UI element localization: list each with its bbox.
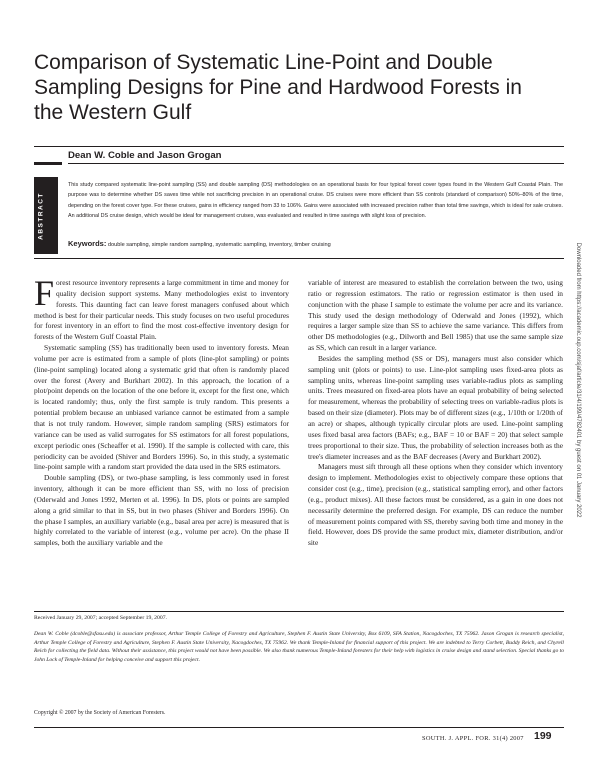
keywords-label: Keywords: <box>68 239 107 248</box>
copyright: Copyright © 2007 by the Society of American Foresters. <box>34 710 166 716</box>
paragraph: Besides the sampling method (SS or DS), managers must also consider which sampling unit (plots or points) to use. Line-plot sampling uses fixed-area plots as sampling units, whereas line-point sampling uses variable-radius plots as sampling units. Trees measured on fixed-area plots have an equal probability of being selected for measurement, whereas the probability of selecting trees on variable-radius plots is based on their size (diameter). Plots may be of different sizes (e.g., 1/10th or 1/20th of an acre) or shapes, although typically circular plots are used. Line-point sampling uses fixed basal area factors (BAFs; e.g., BAF = 10 or BAF = 20) that select sample trees proportional to their size. Thus, the probability of selection increases both as the tree's diameter increases and as the BAF decreases (Avery and Burkhart 2002). <box>308 353 563 461</box>
abstract-text: This study compared systematic line-point sampling (SS) and double sampling (DS) methodologies on an operational basis for four typical forest cover types found in the Western Gulf Coastal Plain. The purpose was to determine whether DS saves time while not sacrificing precision in an operational cruise. DS cruises were more efficient than SS controls (standard of comparison) 50%–80% of the time, depending on the forest cover type. For these cruises, gains in efficiency ranged from 33 to 106%. Gains were associated with increased precision rather than total time savings, which is ideal for sale cruises. An additional DS cruise design, which would be ideal for management cruises, was evaluated and resulted in time savings with slight loss of precision. <box>68 182 563 220</box>
paragraph: Systematic sampling (SS) has traditionally been used to inventory forests. Mean volume per acre is estimated from a sample of plots (line-plot sampling) or points (line-point sampling) located along a systematic grid that often is randomly placed over the forest (Avery and Burkhart 2002). In this approach, the location of a plot/point depends on the location of the one before it, except for the first one, which is located randomly; thus, only the first sample is truly random. This presents a potential problem because an unbiased variance cannot be estimated from a sample that is not truly random. However, simple random sampling (SRS) estimators for variance can be used as valid surrogates for SS estimators for all forest populations, except periodic ones (Scheaffer et al. 1990). If the sample is collected with care, this periodicity can be avoided (Shiver and Borders 1996). So, in this study, a systematic line-point sample with a random start provided the data used in the SRS estimators. <box>34 343 289 472</box>
author-rule-accent <box>34 162 62 165</box>
title-rule <box>34 146 564 147</box>
abstract-bottom-rule <box>34 258 564 259</box>
footnote-rule <box>34 611 564 612</box>
download-watermark: Downloaded from https://academic.oup.com/sjaf/article/31/4/199/4782401 by guest on 01 January 2022 <box>575 242 581 518</box>
keywords-text: double sampling, simple random sampling, systematic sampling, inventory, timber cruising <box>107 242 331 248</box>
paragraph: Double sampling (DS), or two-phase sampling, is less commonly used in forest inventory, although it can be more efficient than SS, with no loss of precision (Oderwald and Jones 1992, Merten et al. 1996). In DS, plots or points are sampled along a grid similar to that in SS, but in two phases (Shiver and Borders 1996). On the phase I samples, an auxiliary variable (e.g., basal area per acre) is measured that is highly correlated to the variable of interest (e.g., volume per acre). On the phase II samples, both the auxiliary variable and the <box>34 473 289 548</box>
body-column-left <box>34 273 289 549</box>
body-column-right <box>308 278 563 549</box>
keywords-line <box>68 239 563 250</box>
footer-rule <box>34 727 564 728</box>
paragraph: Managers must sift through all these options when they consider which inventory design to implement. Methodologies exist to objectively compare these options that consider cost (e.g., time), precision (e.g., statistical sampling error), and other factors (e.g., product mixes). All these factors must be considered, as a gain in one does not necessarily determine the preferred design. For example, DS can reduce the number of measurement points compared with SS, thereby saving both time and money in the field. However, does DS provide the same product mix, diameter distribution, and/or site <box>308 462 563 548</box>
paragraph: variable of interest are measured to establish the correlation between the two, using ratio or regression estimators. The ratio or regression estimator is then used in conjunction with the phase I sample to estimate the volume per acre and its variance. This study used the design methodology of Oderwald and Jones (1992), which requires a larger sample size than SS to achieve the same variance. This differs from other DS methodologies (e.g., Dilworth and Bell 1985) that use the same sample size as SS, which can result in a larger variance. <box>308 278 563 353</box>
article-title: Comparison of Systematic Line-Point and Double Sampling Designs for Pine and Hardwood Forests in the Western Gulf <box>34 51 522 124</box>
authors: Dean W. Coble and Jason Grogan <box>68 150 222 161</box>
received-date: Received January 29, 2007; accepted September 19, 2007. <box>34 615 167 621</box>
journal-reference: SOUTH. J. APPL. FOR. 31(4) 2007 <box>422 735 524 742</box>
abstract-label: ABSTRACT <box>37 192 45 240</box>
author-rule <box>68 163 564 164</box>
drop-cap: F <box>34 273 55 313</box>
paragraph: Forest resource inventory represents a large commitment in time and money for quality decision support systems. Many methodologies exist to inventory forests. This daunting fact can leave forest managers confused about which method is best for their particular needs. This study focuses on two useful procedures for forest inventory in an effort to find the most cost-effective inventory design for forests of the Western Gulf Coastal Plain. <box>34 273 289 342</box>
author-affiliation: Dean W. Coble (dcoble@sfasu.edu) is associate professor, Arthur Temple College of Forestry and Agriculture, Stephen F. Austin State University, Box 6109, SFA Station, Nacogdoches, TX 75962. Jason Grogan is research specialist, Arthur Temple College of Forestry and Agriculture, Stephen F. Austin State University, Nacogdoches, TX 75962. We thank Temple-Inland for financial support of this project. We are indebted to Terry Corbett, Buddy Reich, and Chyrell Reich for collecting the field data. Without their assistance, this project would not have been possible. We also thank numerous Temple-Inland foresters for their help with logistics in cruise design and stand selection. Special thanks go to John Lock of Temple-Inland for helping conceive and support this project. <box>34 631 565 664</box>
page-number: 199 <box>534 730 552 742</box>
